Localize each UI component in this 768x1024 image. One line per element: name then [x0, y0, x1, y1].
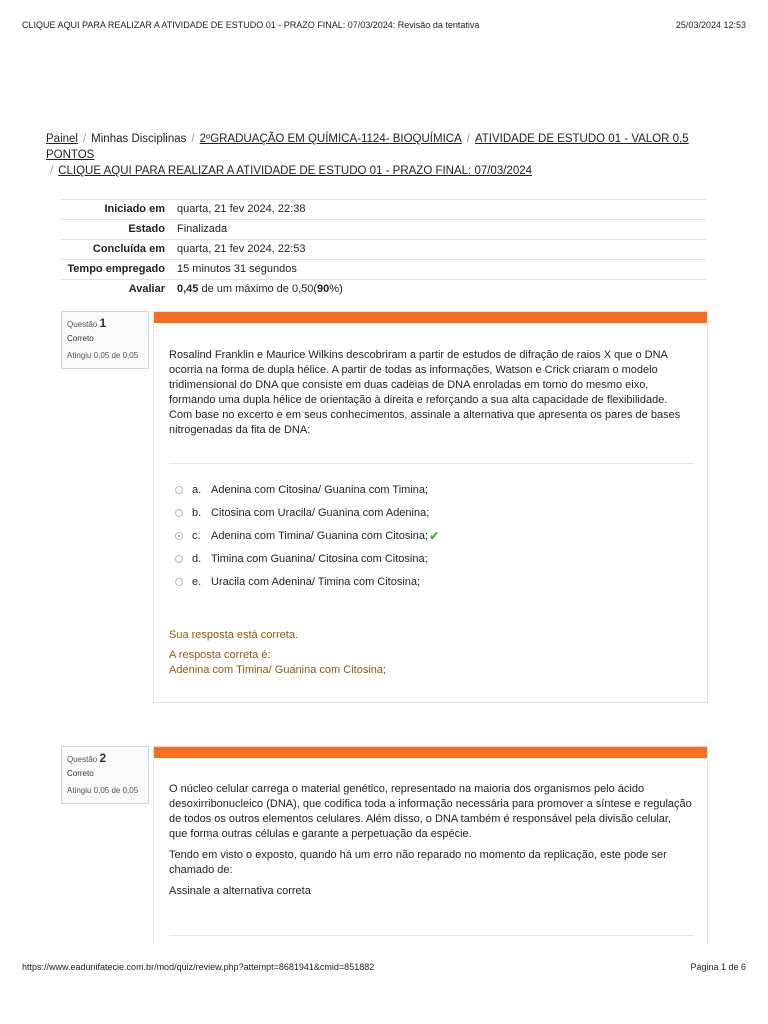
feedback-verdict: Sua resposta está correta. [169, 629, 299, 641]
summary-label: Avaliar [128, 283, 165, 295]
breadcrumb-quiz[interactable]: CLIQUE AQUI PARA REALIZAR A ATIVIDADE DE ESTUDO 01 - PRAZO FINAL: 07/03/2024 [58, 165, 532, 177]
question-feedback [154, 593, 707, 678]
question-mark: Atingiu 0,05 de 0,05 [67, 351, 139, 360]
option-text: Adenina com Citosina/ Guanina com Timina; [211, 483, 429, 496]
summary-row-state [61, 220, 706, 240]
option-letter: b. [192, 506, 202, 519]
question-info [61, 311, 149, 369]
question-number: 1 [99, 316, 107, 330]
check-icon: ✔ [429, 528, 440, 543]
breadcrumb-activity[interactable]: ATIVIDADE DE ESTUDO 01 - VALOR 0,5 PONTOS [46, 133, 689, 161]
print-header [22, 20, 746, 30]
breadcrumb-separator: / [50, 165, 54, 177]
summary-label: Concluída em [92, 243, 165, 255]
attempt-summary [61, 199, 706, 299]
question-paragraph: Tendo em visto o exposto, quando há um erro não reparado no momento da replicação, este pode ser chamado de: [169, 849, 667, 876]
question-status: Correto [67, 334, 94, 343]
question-number: 2 [99, 751, 107, 765]
question-divider [169, 935, 694, 936]
question-text [154, 758, 707, 899]
breadcrumb [46, 131, 726, 179]
print-date: 25/03/2024 12:53 [675, 20, 746, 30]
breadcrumb-dashboard[interactable]: Painel [46, 133, 78, 145]
radio-icon[interactable] [175, 509, 183, 517]
question-accent-bar [154, 747, 707, 758]
grade-score: 0,45 [177, 283, 199, 295]
option-letter: e. [192, 575, 202, 588]
question-mark: Atingiu 0,05 de 0,05 [67, 786, 139, 795]
answer-option[interactable] [169, 547, 692, 570]
answer-option[interactable] [169, 478, 692, 501]
question-paragraph: Assinale a alternativa correta [169, 885, 311, 897]
option-text: Adenina com Timina/ Guanina com Citosina; [211, 529, 429, 542]
question-info [61, 746, 149, 804]
question-paragraph: O núcleo celular carrega o material genético, representado na maioria dos organismos pelo ácido desoxirribonucleico (DNA), que codifica toda a informação necessária para promover a síntese e regulação de todos os outros elementos celulares. Além disso, o DNA também é responsável pela divisão celular, que forma outras células e garante a perpetuação da espécie. [169, 783, 692, 840]
print-url: https://www.eadunifatecie.com.br/mod/quiz/review.php?attempt=8681941&cmid=851882 [22, 962, 375, 972]
question-label: Questão [67, 320, 98, 329]
question-accent-bar [154, 312, 707, 323]
answer-options [154, 464, 707, 593]
summary-value: Finalizada [177, 223, 228, 235]
option-text: Citosina com Uracila/ Guanina com Adenina; [211, 506, 430, 519]
question-status: Correto [67, 769, 94, 778]
summary-value: quarta, 21 fev 2024, 22:53 [177, 243, 306, 255]
grade-text: de um máximo de 0,50( [198, 283, 318, 295]
radio-icon[interactable] [175, 486, 183, 494]
summary-row-time [61, 260, 706, 280]
print-page-number: Página 1 de 6 [690, 962, 746, 972]
summary-value: quarta, 21 fev 2024, 22:38 [177, 203, 306, 215]
summary-label: Estado [128, 223, 165, 235]
option-letter: d. [192, 552, 202, 565]
print-footer [22, 962, 746, 972]
radio-icon[interactable] [175, 555, 183, 563]
feedback-right-label: A resposta correta é: [169, 649, 271, 661]
summary-value [171, 280, 706, 300]
summary-row-grade [61, 280, 706, 300]
summary-value: 15 minutos 31 segundos [177, 263, 297, 275]
breadcrumb-separator: / [466, 133, 470, 145]
summary-row-completed [61, 240, 706, 260]
option-text: Uracila com Adenina/ Timina com Citosina; [211, 575, 421, 588]
option-text: Timina com Guanina/ Citosina com Citosina; [211, 552, 428, 565]
summary-row-started [61, 200, 706, 220]
summary-label: Iniciado em [104, 203, 165, 215]
question-text [154, 323, 707, 438]
radio-icon[interactable] [175, 532, 183, 540]
answer-option[interactable] [169, 501, 692, 524]
question-content [153, 746, 708, 944]
grade-text-end: %) [329, 283, 343, 295]
breadcrumb-separator: / [191, 133, 195, 145]
question-content [153, 311, 708, 703]
summary-label: Tempo empregado [67, 263, 165, 275]
question-label: Questão [67, 755, 98, 764]
print-title: CLIQUE AQUI PARA REALIZAR A ATIVIDADE DE ESTUDO 01 - PRAZO FINAL: 07/03/2024: Revisão da tentativa [22, 20, 480, 30]
radio-icon[interactable] [175, 578, 183, 586]
breadcrumb-course[interactable]: 2ºGRADUAÇÃO EM QUÍMICA-1124- BIOQUÍMICA [199, 133, 462, 145]
breadcrumb-separator: / [82, 133, 87, 145]
option-letter: c. [192, 529, 201, 542]
breadcrumb-my-courses: Minhas Disciplinas [91, 133, 187, 145]
option-letter: a. [192, 483, 202, 496]
grade-percent: 90 [317, 283, 330, 295]
feedback-right-answer: Adenina com Timina/ Guanina com Citosina; [169, 664, 387, 676]
answer-option[interactable] [169, 570, 692, 593]
answer-option-selected[interactable] [169, 524, 692, 547]
question-paragraph: Rosalind Franklin e Maurice Wilkins descobriram a partir de estudos de difração de raios X que o DNA ocorria na forma de dupla hélice. A partir de todas as informações, Watson e Crick criaram o modelo tridimensional do DNA que consiste em duas cadeias de DNA enroladas em torno do mesmo eixo, formando uma dupla hélice de orientação à direita e reforçando a sua alta capacidade de flexibilidade. Com base no excerto e em seus conhecimentos, assinale a alternativa que apresenta os pares de bases nitrogenadas da fita de DNA: [169, 349, 681, 436]
